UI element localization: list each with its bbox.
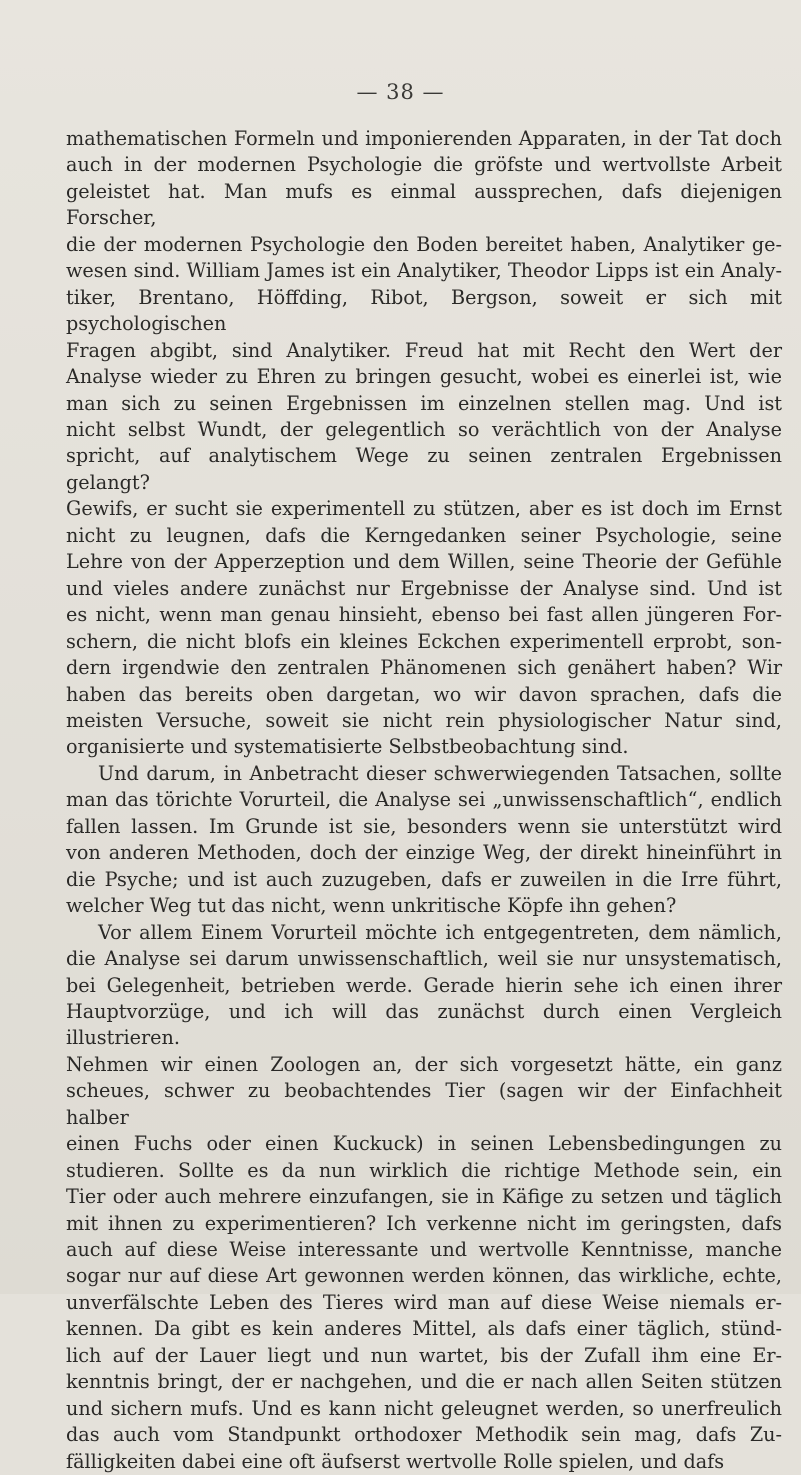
text-line: mathematischen Formeln und imponierenden Apparaten, in der Tat doch [66,127,782,150]
text-line: und vieles andere zunächst nur Ergebnisse der Analyse sind. Und ist [66,576,782,600]
text-line: unverfälschte Leben des Tieres wird man auf diese Weise niemals er- [66,1290,782,1314]
text-line: wesen sind. William James ist ein Analytiker, Theodor Lipps ist ein Analy- [66,259,782,283]
text-line: Vor allem Einem Vorurteil möchte ich entgegentreten, dem nämlich, [98,920,782,944]
text-line: schern, die nicht blofs ein kleines Eckchen experimentell erprobt, son- [66,629,782,653]
text-line: haben das bereits oben dargetan, wo wir davon sprachen, dafs die [66,682,782,706]
text-line: Tier oder auch mehrere einzufangen, sie in Käfige zu setzen und täglich [66,1185,782,1209]
text-line: mit ihnen zu experimentieren? Ich verkenne nicht im geringsten, dafs [66,1211,782,1235]
text-line: fälligkeiten dabei eine oft äufserst wertvolle Rolle spielen, und dafs [66,1449,725,1473]
text-line: Und darum, in Anbetracht dieser schwerwiegenden Tatsachen, sollte [98,761,782,785]
page-number: — 38 — [356,80,445,104]
text-line: nicht zu leugnen, dafs die Kerngedanken seiner Psychologie, seine [66,523,782,547]
body-text [66,126,782,1475]
text-line: von anderen Methoden, doch der einzige Weg, der direkt hineinführt in [66,841,782,865]
text-line: die Psyche; und ist auch zuzugeben, dafs er zuweilen in die Irre führt, [66,867,782,891]
text-line: Lehre von der Apperzeption und dem Willen, seine Theorie der Gefühle [66,550,782,574]
text-line: die Analyse sei darum unwissenschaftlich, weil sie nur unsystematisch, [66,947,782,971]
text-line: man sich zu seinen Ergebnissen im einzelnen stellen mag. Und ist [66,391,782,415]
text-line: Fragen abgibt, sind Analytiker. Freud hat mit Recht den Wert der [66,338,782,362]
text-line: die der modernen Psychologie den Boden bereitet haben, Analytiker ge- [66,232,782,256]
text-line: welcher Weg tut das nicht, wenn unkritische Köpfe ihn gehen? [66,894,677,918]
text-line: meisten Versuche, soweit sie nicht rein physiologischer Natur sind, [66,708,782,732]
text-line: Analyse wieder zu Ehren zu bringen gesucht, wobei es einerlei ist, wie [66,365,782,389]
text-line: man das törichte Vorurteil, die Analyse sei „unwissenschaftlich“, endlich [66,788,782,812]
text-line: Nehmen wir einen Zoologen an, der sich vorgesetzt hätte, ein ganz [66,1052,782,1076]
text-line: einen Fuchs oder einen Kuckuck) in seinen Lebensbedingungen zu [66,1132,782,1156]
text-line: kennen. Da gibt es kein anderes Mittel, als dafs einer täglich, stünd- [66,1317,782,1341]
text-line: kenntnis bringt, der er nachgehen, und die er nach allen Seiten stützen [66,1370,782,1394]
text-line: organisierte und systematisierte Selbstbeobachtung sind. [66,735,629,759]
paragraph-1 [66,126,782,761]
text-line: nicht selbst Wundt, der gelegentlich so verächtlich von der Analyse [66,417,782,441]
text-line: bei Gelegenheit, betrieben werde. Gerade hierin sehe ich einen ihrer [66,973,782,997]
text-line: es nicht, wenn man genau hinsieht, ebenso bei fast allen jüngeren For- [66,603,782,627]
paragraph-2 [66,761,782,920]
text-line: tiker, Brentano, Höffding, Ribot, Bergson, soweit er sich mit psychologischen [66,285,782,336]
text-line: dern irgendwie den zentralen Phänomenen sich genähert haben? Wir [66,656,782,680]
text-line: geleistet hat. Man mufs es einmal aussprechen, dafs diejenigen Forscher, [66,179,782,230]
text-line: auch in der modernen Psychologie die gröfste und wertvollste Arbeit [66,153,782,177]
text-line: spricht, auf analytischem Wege zu seinen zentralen Ergebnissen gelangt? [66,444,782,494]
text-line: scheues, schwer zu beobachtendes Tier (sagen wir der Einfachheit halber [66,1079,782,1129]
text-line: auch auf diese Weise interessante und wertvolle Kenntnisse, manche [66,1238,782,1262]
text-line: lich auf der Lauer liegt und nun wartet, bis der Zufall ihm eine Er- [66,1343,782,1367]
text-line: studieren. Sollte es da nun wirklich die richtige Methode sein, ein [66,1158,782,1182]
text-line: das auch vom Standpunkt orthodoxer Methodik sein mag, dafs Zu- [66,1423,782,1447]
text-line: Hauptvorzüge, und ich will das zunächst durch einen Vergleich illustrieren. [66,999,782,1050]
text-line: und sichern mufs. Und es kann nicht geleugnet werden, so unerfreulich [66,1396,782,1420]
text-line: fallen lassen. Im Grunde ist sie, besonders wenn sie unterstützt wird [66,814,782,838]
text-line: Gewifs, er sucht sie experimentell zu stützen, aber es ist doch im Ernst [66,497,782,521]
paragraph-3 [66,920,782,1475]
text-line: sogar nur auf diese Art gewonnen werden können, das wirkliche, echte, [66,1264,782,1288]
